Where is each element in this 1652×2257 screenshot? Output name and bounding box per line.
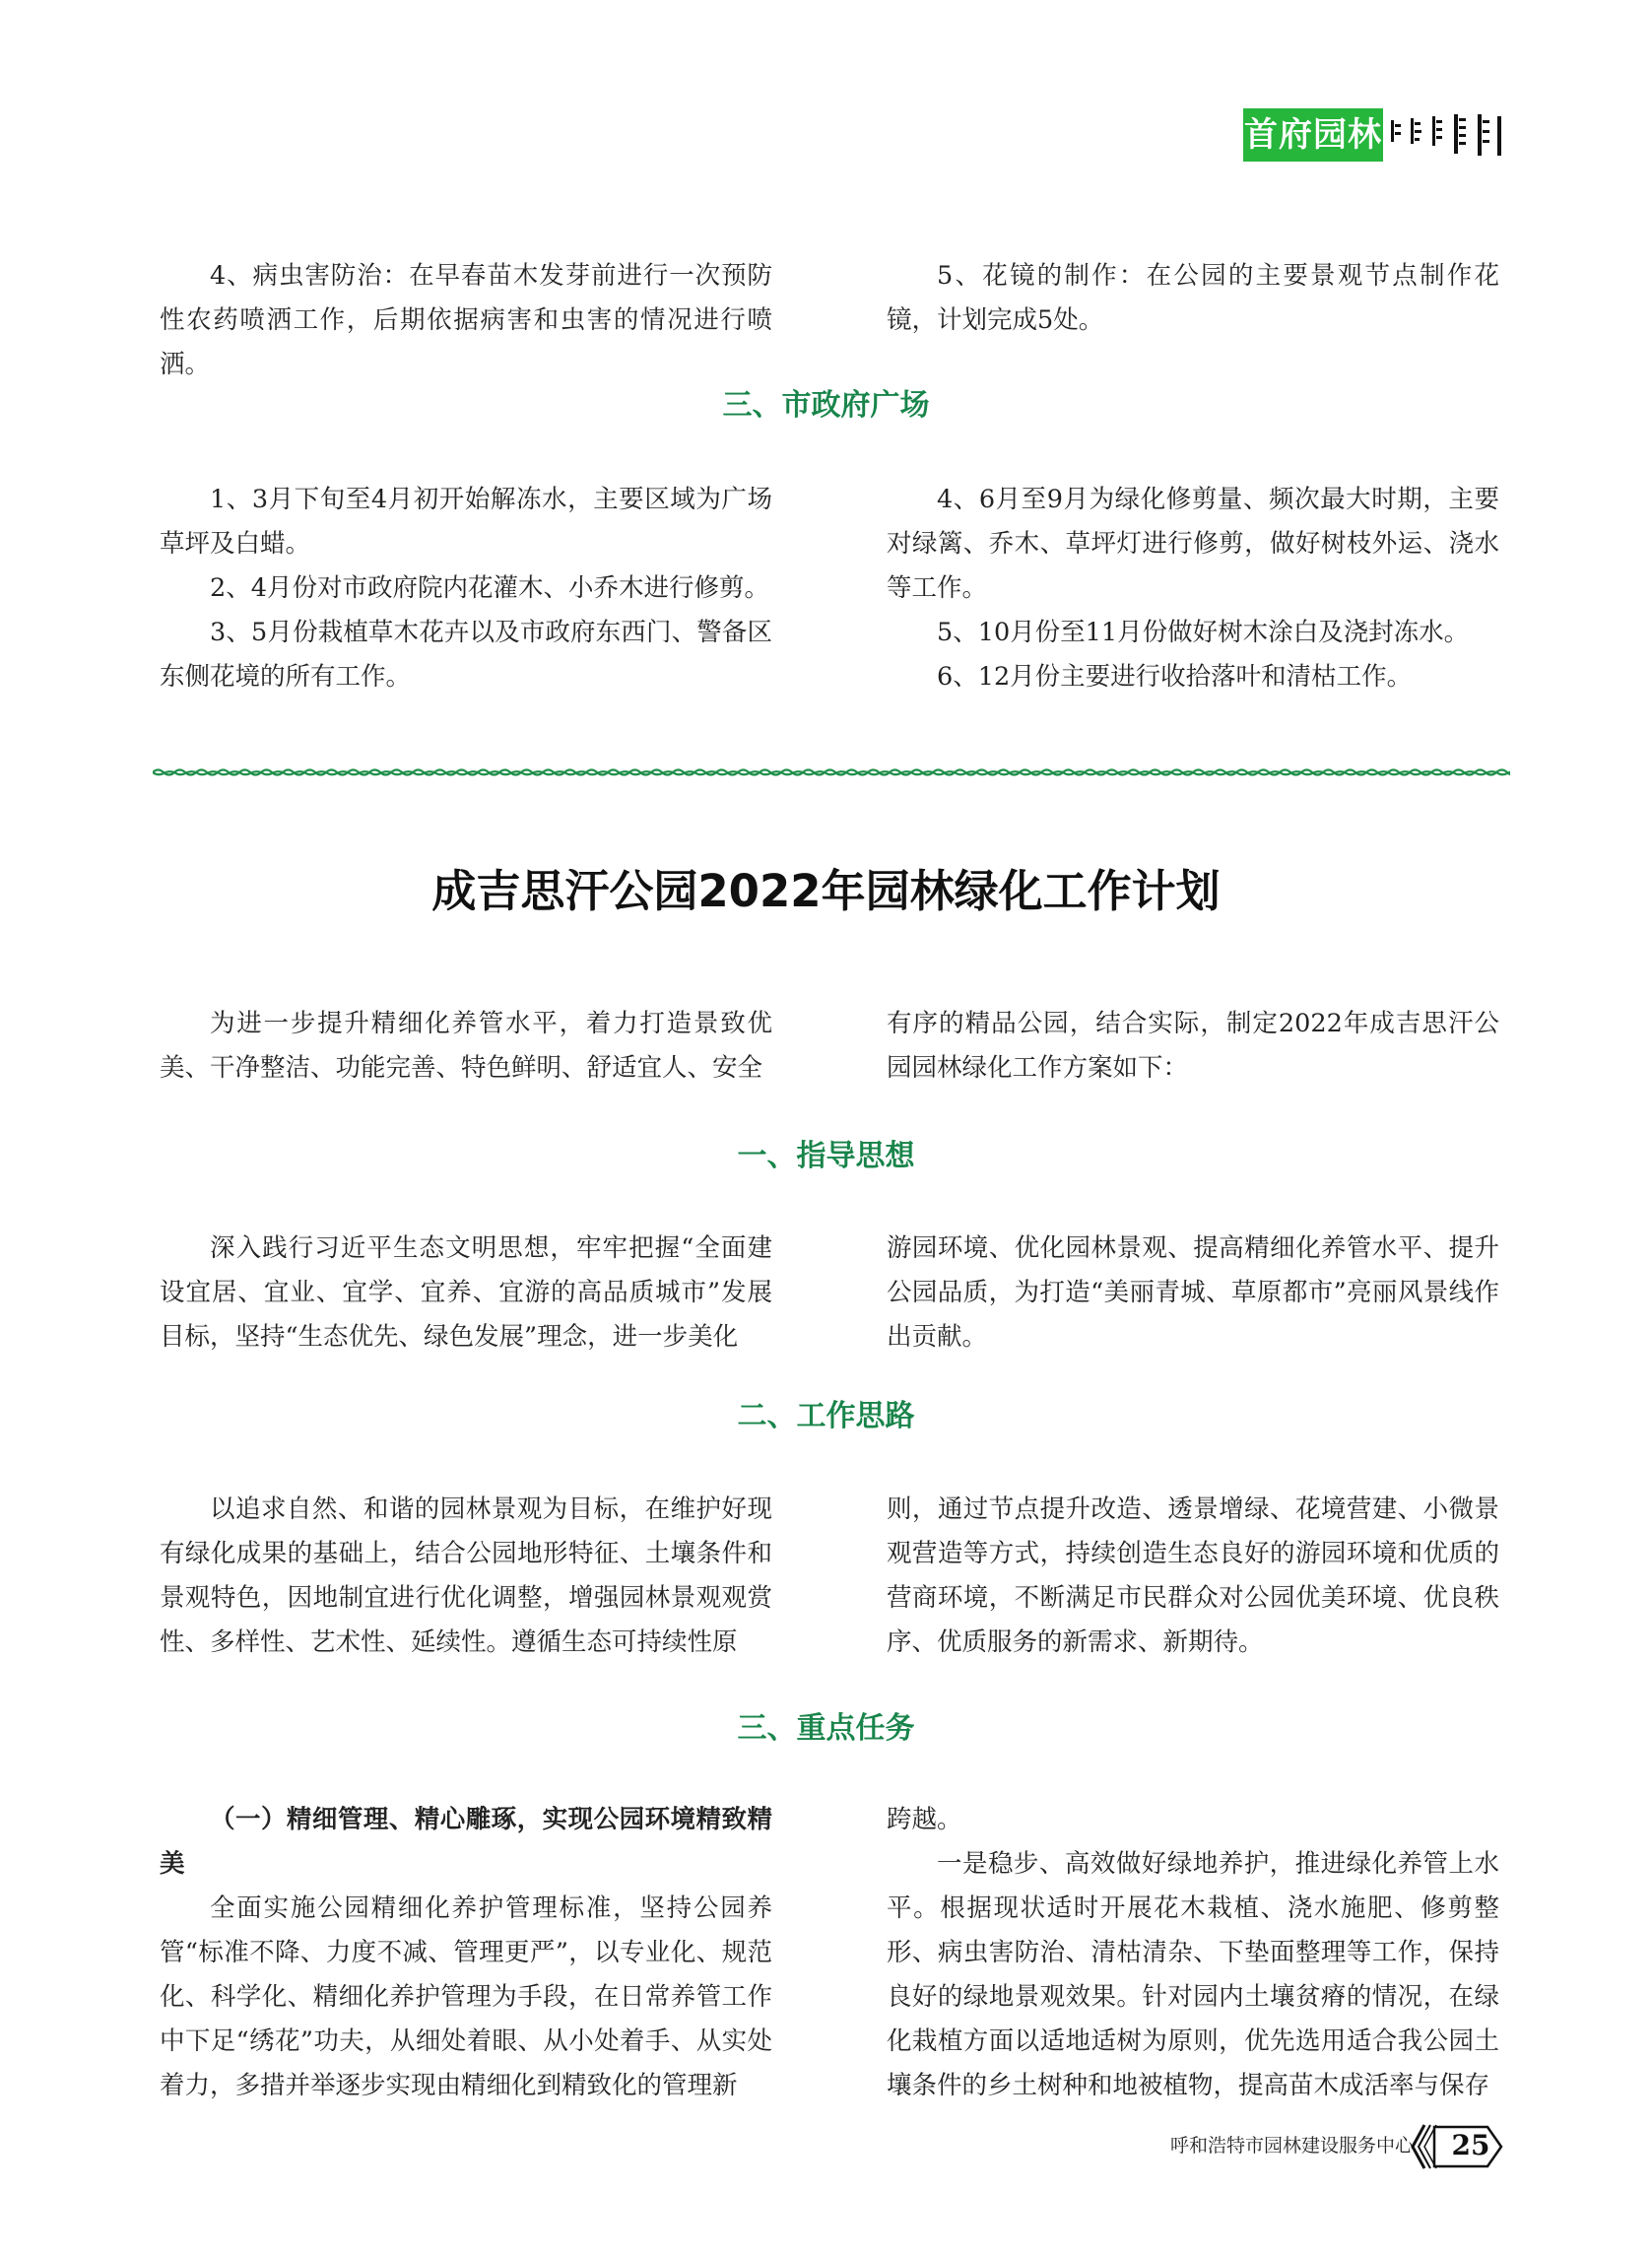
paragraph: 以追求自然、和谐的园林景观为目标，在维护好现有绿化成果的基础上，结合公园地形特征、土壤条件和景观特色，因地制宜进行优化调整，增强园林景观观赏性、多样性、艺术性、延续性。遵循生态可持续性原 bbox=[160, 1494, 772, 1657]
section-heading: 一、指导思想 bbox=[737, 1139, 915, 1173]
page-number: 25 bbox=[1451, 2129, 1490, 2161]
paragraph: 5、花镜的制作：在公园的主要景观节点制作花镜，计划完成5处。 bbox=[887, 261, 1499, 335]
paragraph: 有序的精品公园，结合实际，制定2022年成吉思汗公园园林绿化工作方案如下： bbox=[887, 1009, 1499, 1083]
magazine-badge: 首府园林 bbox=[1243, 108, 1383, 162]
prev-sec3-left-column bbox=[160, 478, 772, 699]
sec3-right-column bbox=[887, 1798, 1499, 2108]
paragraph: 全面实施公园精细化养护管理标准，坚持公园养管“标准不降、力度不减、管理更严”，以专业化、规范化、科学化、精细化养护管理为手段，在日常养管工作中下足“绣花”功夫，从细处着眼、从小处着手、从实处着力，多措并举逐步实现由精细化到精致化的管理新 bbox=[160, 1893, 772, 2100]
article-title: 成吉思汗公园2022年园林绿化工作计划 bbox=[431, 865, 1221, 917]
paragraph: 2、4月份对市政府院内花灌木、小乔木进行修剪。 bbox=[210, 573, 769, 603]
paragraph: 3、5月份栽植草木花卉以及市政府东西门、警备区东侧花境的所有工作。 bbox=[160, 618, 772, 692]
paragraph: 游园环境、优化园林景观、提高精细化养管水平、提升公园品质，为打造“美丽青城、草原都市”亮丽风景线作出贡献。 bbox=[887, 1233, 1499, 1352]
sec1-right-column bbox=[887, 1227, 1499, 1360]
intro-right-column bbox=[887, 1002, 1499, 1091]
paragraph: 4、病虫害防治：在早春苗木发芽前进行一次预防性农药喷洒工作，后期依据病害和虫害的情况进行喷洒。 bbox=[160, 261, 772, 379]
sec2-right-column bbox=[887, 1488, 1499, 1665]
section-heading: 三、市政府广场 bbox=[722, 388, 930, 423]
section-heading: 二、工作思路 bbox=[737, 1399, 915, 1433]
paragraph: 5、10月份至11月份做好树木涂白及浇封冻水。 bbox=[937, 618, 1470, 647]
sec2-left-column bbox=[160, 1488, 772, 1665]
wavy-divider bbox=[153, 759, 1510, 786]
prev-sec3-right-column bbox=[887, 478, 1499, 699]
paragraph: 则，通过节点提升改造、透景增绿、花境营建、小微景观营造等方式，持续创造生态良好的游园环境和优质的营商环境，不断满足市民群众对公园优美环境、优良秩序、优质服务的新需求、新期待。 bbox=[887, 1494, 1499, 1657]
section-heading: 三、重点任务 bbox=[737, 1711, 915, 1746]
intro-left-column bbox=[160, 1002, 772, 1091]
paragraph: 跨越。 bbox=[887, 1805, 962, 1834]
paragraph: 为进一步提升精细化养管水平，着力打造景致优美、干净整洁、功能完善、特色鲜明、舒适宜人、安全 bbox=[160, 1009, 772, 1083]
prev-right-column bbox=[887, 254, 1499, 343]
mongolian-script-logo-icon bbox=[1389, 110, 1507, 160]
paragraph: 6、12月份主要进行收拾落叶和清枯工作。 bbox=[937, 662, 1413, 692]
paragraph: 1、3月下旬至4月初开始解冻水，主要区域为广场草坪及白蜡。 bbox=[160, 485, 772, 559]
prev-left-column bbox=[160, 254, 772, 387]
paragraph: 一是稳步、高效做好绿地养护，推进绿化养管上水平。根据现状适时开展花木栽植、浇水施肥、修剪整形、病虫害防治、清枯清杂、下垫面整理等工作，保持良好的绿地景观效果。针对园内土壤贫瘠的情况，在绿化栽植方面以适地适树为原则，优先选用适合我公园土壤条件的乡土树种和地被植物，提高苗木成活率与保存 bbox=[887, 1849, 1499, 2100]
subheading: （一）精细管理、精心雕琢，实现公园环境精致精美 bbox=[160, 1805, 772, 1879]
sec1-left-column bbox=[160, 1227, 772, 1360]
footer-org: 呼和浩特市园林建设服务中心 bbox=[1169, 2135, 1414, 2157]
paragraph: 4、6月至9月为绿化修剪量、频次最大时期，主要对绿篱、乔木、草坪灯进行修剪，做好树枝外运、浇水等工作。 bbox=[887, 485, 1499, 603]
paragraph: 深入践行习近平生态文明思想，牢牢把握“全面建设宜居、宜业、宜学、宜养、宜游的高品质城市”发展目标，坚持“生态优先、绿色发展”理念，进一步美化 bbox=[160, 1233, 772, 1352]
sec3-left-column bbox=[160, 1798, 772, 2108]
